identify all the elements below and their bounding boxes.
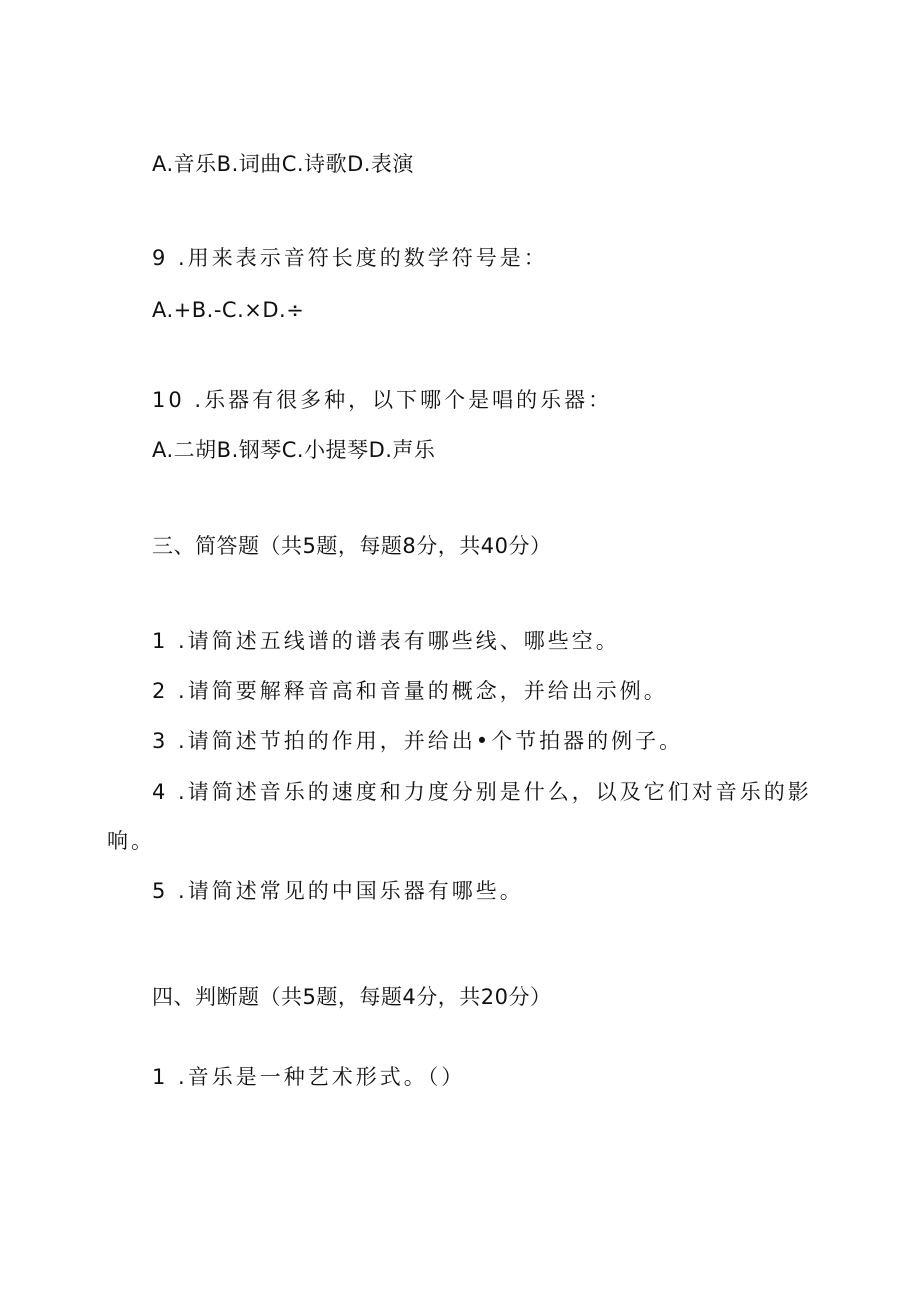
section3-heading: 三、简答题（共5题，每题8分，共40分） — [152, 534, 552, 558]
q9-options: A.+B.-C.×D.÷ — [152, 298, 305, 322]
section4-item-1: 1 .音乐是一种艺术形式。（） — [152, 1065, 466, 1089]
section3-item-5: 5 .请简述常见的中国乐器有哪些。 — [152, 879, 524, 903]
section3-item-4: 4 .请简述音乐的速度和力度分别是什么，以及它们对音乐的影 — [152, 780, 812, 804]
section3-item-4-continued: 响。 — [107, 829, 155, 853]
q10-question: 10 .乐器有很多种，以下哪个是唱的乐器： — [152, 388, 613, 412]
q10-options: A.二胡B.钢琴C.小提琴D.声乐 — [152, 438, 436, 462]
section3-item-2: 2 .请简要解释音高和音量的概念，并给出示例。 — [152, 679, 668, 703]
section3-item-3: 3 .请简述节拍的作用，并给出•个节拍器的例子。 — [152, 729, 684, 753]
q8-options: A.音乐B.词曲C.诗歌D.表演 — [152, 152, 414, 176]
q9-question: 9 .用来表示音符长度的数学符号是： — [152, 246, 548, 270]
section3-item-1: 1 .请简述五线谱的谱表有哪些线、哪些空。 — [152, 629, 620, 653]
section4-heading: 四、判断题（共5题，每题4分，共20分） — [152, 985, 552, 1009]
